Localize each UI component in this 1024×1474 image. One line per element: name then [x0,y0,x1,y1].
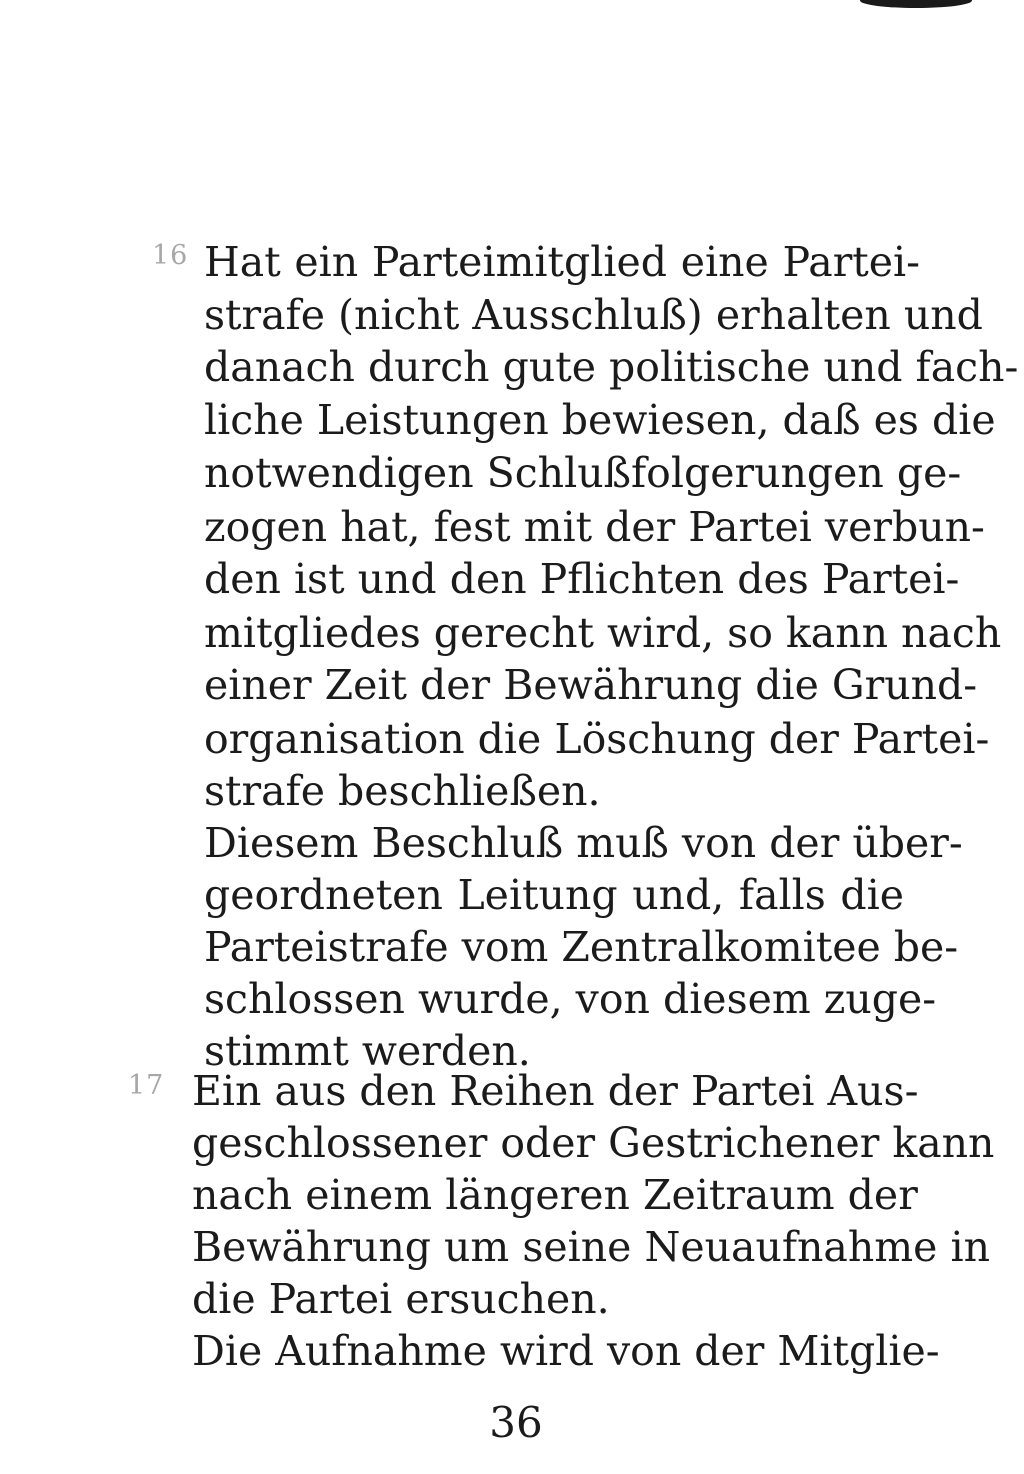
text-line: strafe beschließen. [204,767,601,815]
paragraph-number-17: 17 [128,1070,165,1101]
text-line: geschlossener oder Gestrichener kann [192,1119,995,1167]
text-line: nach einem längeren Zeitraum der [192,1171,918,1219]
scan-edge-mark [860,0,972,8]
text-line: Ein aus den Reihen der Partei Aus- [192,1067,919,1115]
text-line: organisation die Löschung der Partei- [204,715,990,763]
text-line: stimmt werden. [204,1027,531,1075]
text-line: den ist und den Pflichten des Partei- [204,555,960,603]
text-line: Bewährung um seine Neuaufnahme in [192,1223,990,1271]
text-line: liche Leistungen bewiesen, daß es die [204,396,996,444]
text-line: geordneten Leitung und, falls die [204,871,904,919]
text-line: Die Aufnahme wird von der Mitglie- [192,1327,940,1375]
text-line: die Partei ersuchen. [192,1275,610,1323]
text-line: einer Zeit der Bewährung die Grund- [204,661,978,709]
text-line: notwendigen Schlußfolgerungen ge- [204,449,962,497]
text-line: Diesem Beschluß muß von der über- [204,819,963,867]
text-line: mitgliedes gerecht wird, so kann nach [204,609,1002,657]
text-line: Parteistrafe vom Zentralkomitee be- [204,923,959,971]
text-line: Hat ein Parteimitglied eine Partei- [204,238,920,286]
page-number: 36 [489,1398,543,1447]
paragraph-number-16: 16 [152,240,189,271]
text-line: danach durch gute politische und fach- [204,343,1019,391]
text-line: schlossen wurde, von diesem zuge- [204,975,937,1023]
text-line: strafe (nicht Ausschluß) erhalten und [204,291,983,339]
text-line: zogen hat, fest mit der Partei verbun- [204,503,985,551]
